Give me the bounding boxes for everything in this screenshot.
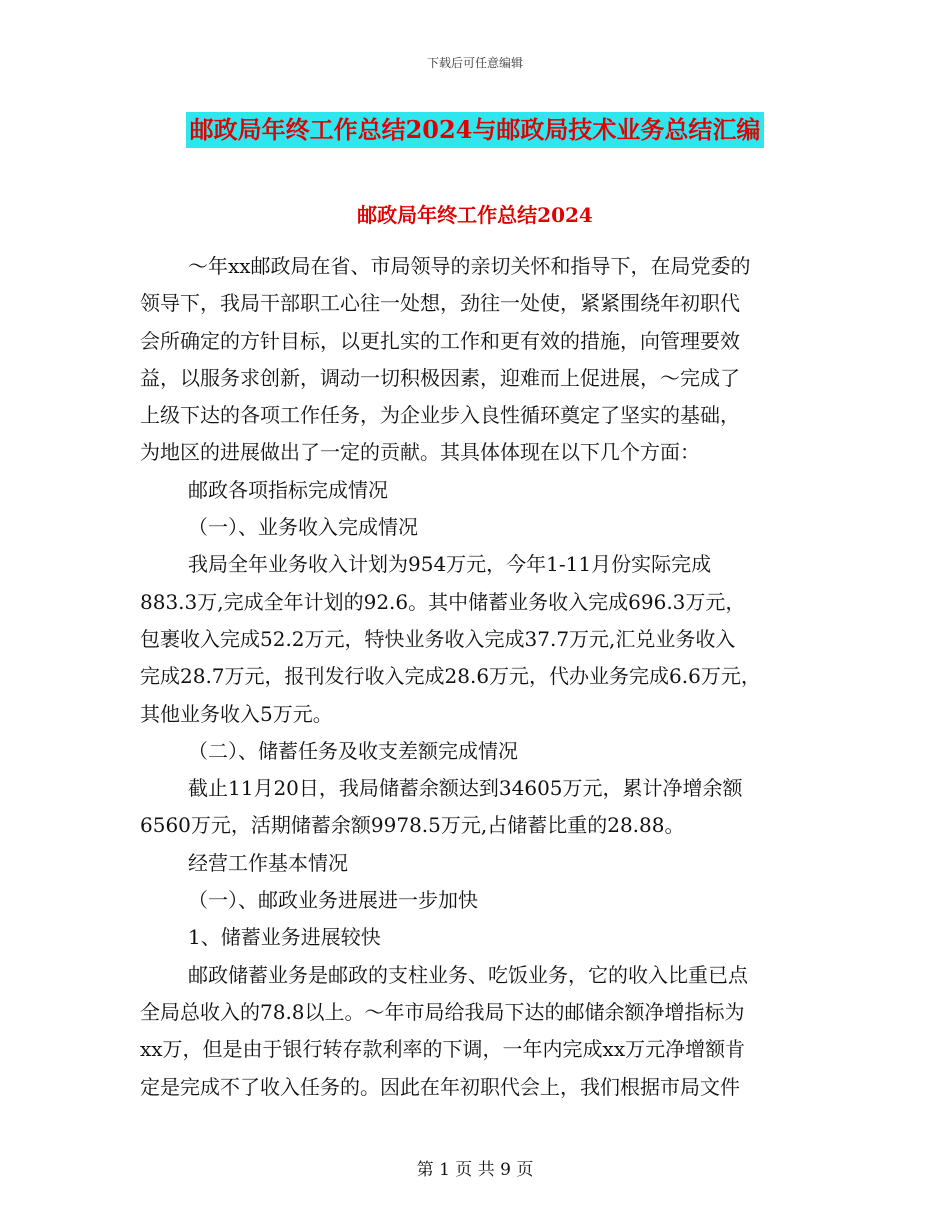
paragraph-line: 邮政储蓄业务是邮政的支柱业务、吃饭业务，它的收入比重已点	[188, 962, 748, 987]
paragraph-line: 全局总收入的78.8以上。～年市局给我局下达的邮储余额净增指标为	[140, 999, 745, 1024]
paragraph-line: 包裹收入完成52.2万元，特快业务收入完成37.7万元,汇兑业务收入	[140, 626, 736, 651]
paragraph-line: ～年xx邮政局在省、市局领导的亲切关怀和指导下，在局党委的	[188, 254, 751, 278]
subheading-line: 1、储蓄业务进展较快	[188, 925, 381, 950]
paragraph-line: 领导下，我局干部职工心往一处想，劲往一处使，紧紧围绕年初职代	[140, 291, 740, 316]
heading-line: 经营工作基本情况	[188, 850, 348, 875]
subheading-line: （二）、储蓄任务及收支差额完成情况	[188, 738, 518, 763]
document-body	[140, 248, 830, 1106]
paragraph-line: 会所确定的方针目标，以更扎实的工作和更有效的措施，向管理要效	[140, 328, 740, 353]
subheading-line: （一）、邮政业务进展进一步加快	[188, 888, 478, 913]
subheading-line: （一）、业务收入完成情况	[188, 515, 418, 540]
heading-line: 邮政各项指标完成情况	[188, 477, 388, 502]
paragraph-line: 上级下达的各项工作任务，为企业步入良性循环奠定了坚实的基础，	[140, 403, 740, 428]
paragraph-line: 益，以服务求创新，调动一切积极因素，迎难而上促进展，～完成了	[140, 365, 740, 390]
paragraph-line: 其他业务收入5万元。	[140, 701, 333, 726]
page-header-note: 下载后可任意编辑	[426, 56, 523, 70]
main-title-container	[0, 112, 950, 148]
paragraph-line: 完成28.7万元，报刊发行收入完成28.6万元，代办业务完成6.6万元，	[140, 664, 761, 689]
main-title: 邮政局年终工作总结2024与邮政局技术业务总结汇编	[186, 112, 765, 148]
paragraph-line: 我局全年业务收入计划为954万元，今年1-11月份实际完成	[188, 552, 712, 577]
page-footer: 第 1 页 共 9 页	[416, 1160, 534, 1180]
section-title: 邮政局年终工作总结2024	[357, 203, 593, 227]
paragraph-line: 6560万元，活期储蓄余额9978.5万元,占储蓄比重的28.88。	[140, 813, 685, 838]
paragraph-line: 为地区的进展做出了一定的贡献。其具体体现在以下几个方面：	[140, 440, 700, 465]
paragraph-line: 定是完成不了收入任务的。因此在年初职代会上，我们根据市局文件	[140, 1074, 740, 1099]
paragraph-line: 883.3万,完成全年计划的92.6。其中储蓄业务收入完成696.3万元，	[140, 589, 746, 614]
paragraph-line: 截止11月20日，我局储蓄余额达到34605万元，累计净增余额	[188, 776, 743, 801]
paragraph-line: xx万，但是由于银行转存款利率的下调，一年内完成xx万元净增额肯	[140, 1037, 746, 1062]
